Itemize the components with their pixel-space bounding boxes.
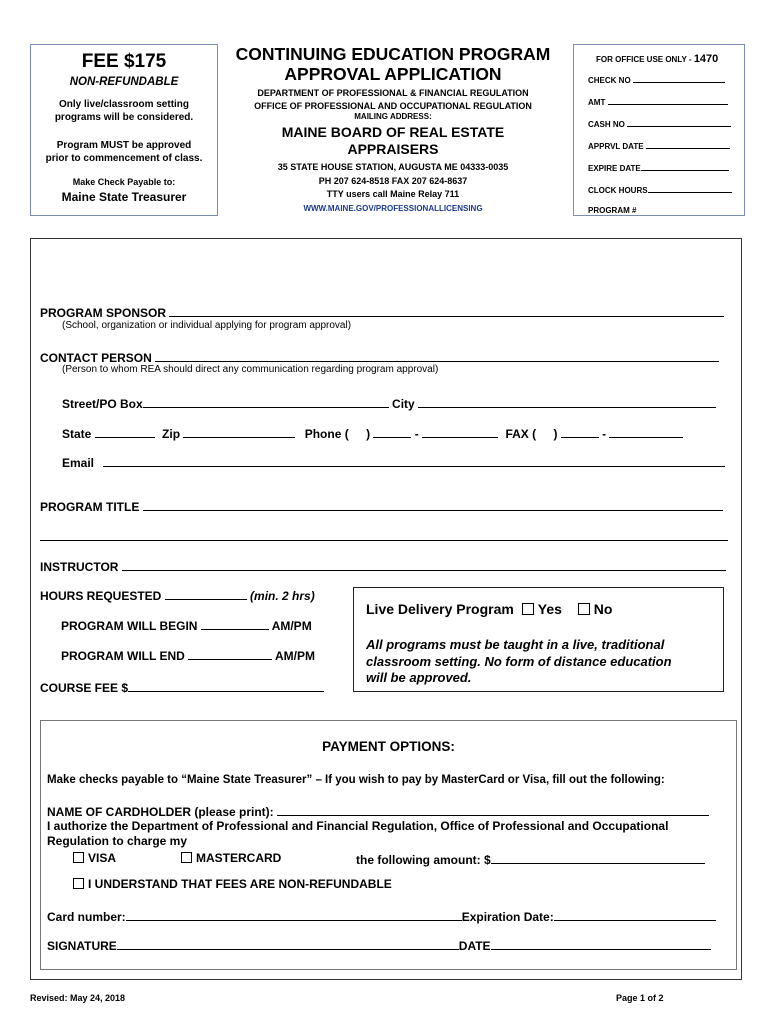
fee-note-line: programs will be considered. (54, 112, 194, 123)
amount-row (356, 851, 705, 867)
contact-person-row (40, 349, 719, 365)
street-label: Street/PO Box (62, 397, 143, 411)
end-row (61, 647, 315, 663)
mastercard-label: MASTERCARD (196, 851, 282, 865)
program-sponsor-note: (School, organization or individual applying for program approval) (62, 320, 352, 331)
card-number-label: Card number: (47, 910, 126, 924)
live-delivery-label: Live Delivery Program (366, 601, 514, 617)
live-yes-label: Yes (537, 601, 562, 617)
office-field-label: AMT (588, 98, 606, 107)
begin-field[interactable] (201, 617, 269, 630)
live-yes-checkbox[interactable] (522, 603, 534, 615)
begin-label: PROGRAM WILL BEGIN (61, 619, 198, 633)
authorize-line: I authorize the Department of Professional and Financial Regulation, Office of Professional and Occupational (47, 819, 669, 833)
office-name: OFFICE OF PROFESSIONAL AND OCCUPATIONAL REGULATION (254, 101, 532, 111)
office-field-apprvl-date (588, 140, 730, 151)
fax-prefix-field[interactable] (561, 425, 599, 438)
office-field-cash-no (588, 118, 731, 129)
office-field-label: APPRVL DATE (588, 142, 644, 151)
signature-row (47, 937, 711, 953)
authorize-line: Regulation to charge my (47, 834, 188, 848)
email-label: Email (62, 456, 95, 470)
program-sponsor-label: PROGRAM SPONSOR (40, 306, 167, 320)
instructor-field[interactable] (122, 558, 726, 571)
begin-ampm: AM/PM (271, 619, 312, 633)
expiration-field[interactable] (554, 908, 716, 921)
revised-date: Revised: May 24, 2018 (30, 993, 126, 1003)
expiration-label: Expiration Date: (461, 910, 554, 924)
page-number: Page 1 of 2 (616, 993, 664, 1003)
office-field-amt (588, 96, 728, 107)
email-field[interactable] (103, 454, 725, 467)
mailing-address-label: MAILING ADDRESS: (354, 112, 432, 121)
cardholder-field[interactable] (277, 803, 709, 816)
fax-label: FAX ( (505, 427, 537, 441)
instructor-row (40, 558, 726, 574)
page-header (220, 44, 566, 214)
end-label: PROGRAM WILL END (61, 649, 185, 663)
state-zip-phone-row (62, 425, 683, 441)
office-field-clock-hours (588, 184, 732, 195)
office-use-title (596, 53, 718, 65)
phone-number-field[interactable] (422, 425, 498, 438)
contact-person-label: CONTACT PERSON (40, 351, 152, 365)
date-field[interactable] (491, 937, 711, 950)
contact-person-note: (Person to whom REA should direct any communication regarding program approval) (62, 364, 439, 375)
street-field[interactable] (143, 395, 389, 408)
fee-note-line: Only live/classroom setting (58, 99, 190, 110)
mastercard-checkbox[interactable] (181, 852, 192, 863)
hours-field[interactable] (165, 587, 247, 600)
understand-checkbox[interactable] (73, 878, 84, 889)
office-use-label: FOR OFFICE USE ONLY - (596, 55, 692, 64)
end-ampm: AM/PM (275, 649, 316, 663)
phone-label: Phone ( (304, 427, 349, 441)
amount-field[interactable] (491, 851, 705, 864)
live-note-line: will be approved. (366, 670, 472, 685)
phone-fax: PH 207 624-8518 FAX 207 624-8637 (318, 176, 468, 186)
office-use-box (573, 44, 745, 216)
fee-note-line: prior to commencement of class. (45, 153, 203, 164)
fax-dash: - (602, 427, 607, 441)
form-title: APPROVAL APPLICATION (284, 64, 502, 84)
state-field[interactable] (95, 425, 155, 438)
address-row (62, 395, 716, 411)
course-fee-label: COURSE FEE $ (40, 681, 129, 695)
fee-note-line: Program MUST be approved (56, 140, 192, 151)
payment-instructions: Make checks payable to “Maine State Treasurer” – If you wish to pay by MasterCard or Visa, fill out the following: (47, 774, 665, 786)
program-sponsor-field[interactable] (169, 304, 724, 317)
fax-number-field[interactable] (609, 425, 683, 438)
mailing-address: 35 STATE HOUSE STATION, AUGUSTA ME 04333-0035 (277, 162, 509, 172)
hours-row (40, 587, 315, 603)
mastercard-row (177, 851, 281, 865)
date-label: DATE (458, 939, 491, 953)
live-no-label: No (593, 601, 613, 617)
cardholder-label: NAME OF CARDHOLDER (please print): (47, 805, 274, 819)
phone-dash: - (414, 427, 419, 441)
program-title-field-2[interactable] (40, 540, 728, 541)
email-row (62, 454, 725, 470)
city-field[interactable] (418, 395, 716, 408)
payment-title: PAYMENT OPTIONS: (322, 739, 455, 754)
live-delivery-note (366, 637, 672, 687)
amount-label: the following amount: $ (356, 853, 491, 867)
phone-prefix-field[interactable] (373, 425, 411, 438)
office-use-code: 1470 (693, 53, 719, 65)
understand-row (69, 877, 392, 891)
card-number-row (47, 908, 716, 924)
payee-name: Maine State Treasurer (61, 190, 187, 204)
tty-info: TTY users call Maine Relay 711 (326, 189, 460, 199)
live-note-line: classroom setting. No form of distance education (366, 653, 672, 669)
live-no-checkbox[interactable] (578, 603, 590, 615)
understand-label: I UNDERSTAND THAT FEES ARE NON-REFUNDABLE (88, 877, 392, 891)
office-field-check-no (588, 74, 725, 85)
course-fee-row (40, 679, 324, 695)
office-field-label: PROGRAM # (588, 206, 637, 215)
end-field[interactable] (188, 647, 272, 660)
zip-label: Zip (162, 427, 181, 441)
office-field-program-no (588, 206, 636, 215)
department-name: DEPARTMENT OF PROFESSIONAL & FINANCIAL REGULATION (257, 88, 529, 98)
zip-field[interactable] (183, 425, 295, 438)
visa-checkbox[interactable] (73, 852, 84, 863)
card-type-row (69, 851, 116, 865)
fee-amount: FEE $175 (81, 51, 167, 72)
form-title: CONTINUING EDUCATION PROGRAM (235, 44, 551, 64)
live-delivery-box (353, 587, 724, 692)
website-link[interactable]: WWW.MAINE.GOV/PROFESSIONALLICENSING (303, 204, 483, 213)
signature-label: SIGNATURE (47, 939, 117, 953)
visa-label: VISA (88, 851, 117, 865)
office-field-label: EXPIRE DATE (588, 164, 641, 173)
contact-person-field[interactable] (155, 349, 719, 362)
office-field-expire-date (588, 162, 729, 173)
office-field-label: CLOCK HOURS (588, 186, 648, 195)
check-payable-label: Make Check Payable to: (72, 177, 176, 187)
hours-label: HOURS REQUESTED (40, 589, 162, 603)
non-refundable-label: NON-REFUNDABLE (69, 76, 179, 88)
course-fee-field[interactable] (128, 679, 324, 692)
card-number-field[interactable] (126, 908, 462, 921)
live-delivery-row (366, 601, 612, 617)
board-name: APPRAISERS (347, 141, 439, 157)
office-field-label: CASH NO (588, 120, 625, 129)
program-title-label: PROGRAM TITLE (40, 500, 140, 514)
fee-box (30, 44, 218, 216)
program-title-field[interactable] (143, 498, 723, 511)
cardholder-row (47, 803, 709, 819)
signature-field[interactable] (117, 937, 459, 950)
city-label: City (392, 397, 415, 411)
program-title-row (40, 498, 723, 514)
state-label: State (62, 427, 92, 441)
program-sponsor-row (40, 304, 724, 320)
office-field-label: CHECK NO (588, 76, 631, 85)
live-note-line: All programs must be taught in a live, traditional (366, 637, 665, 652)
board-name: MAINE BOARD OF REAL ESTATE (281, 124, 505, 140)
fax-paren: ) (553, 427, 558, 441)
phone-paren: ) (366, 427, 371, 441)
hours-min-note: (min. 2 hrs) (250, 589, 315, 603)
begin-row (61, 617, 312, 633)
instructor-label: INSTRUCTOR (40, 560, 119, 574)
